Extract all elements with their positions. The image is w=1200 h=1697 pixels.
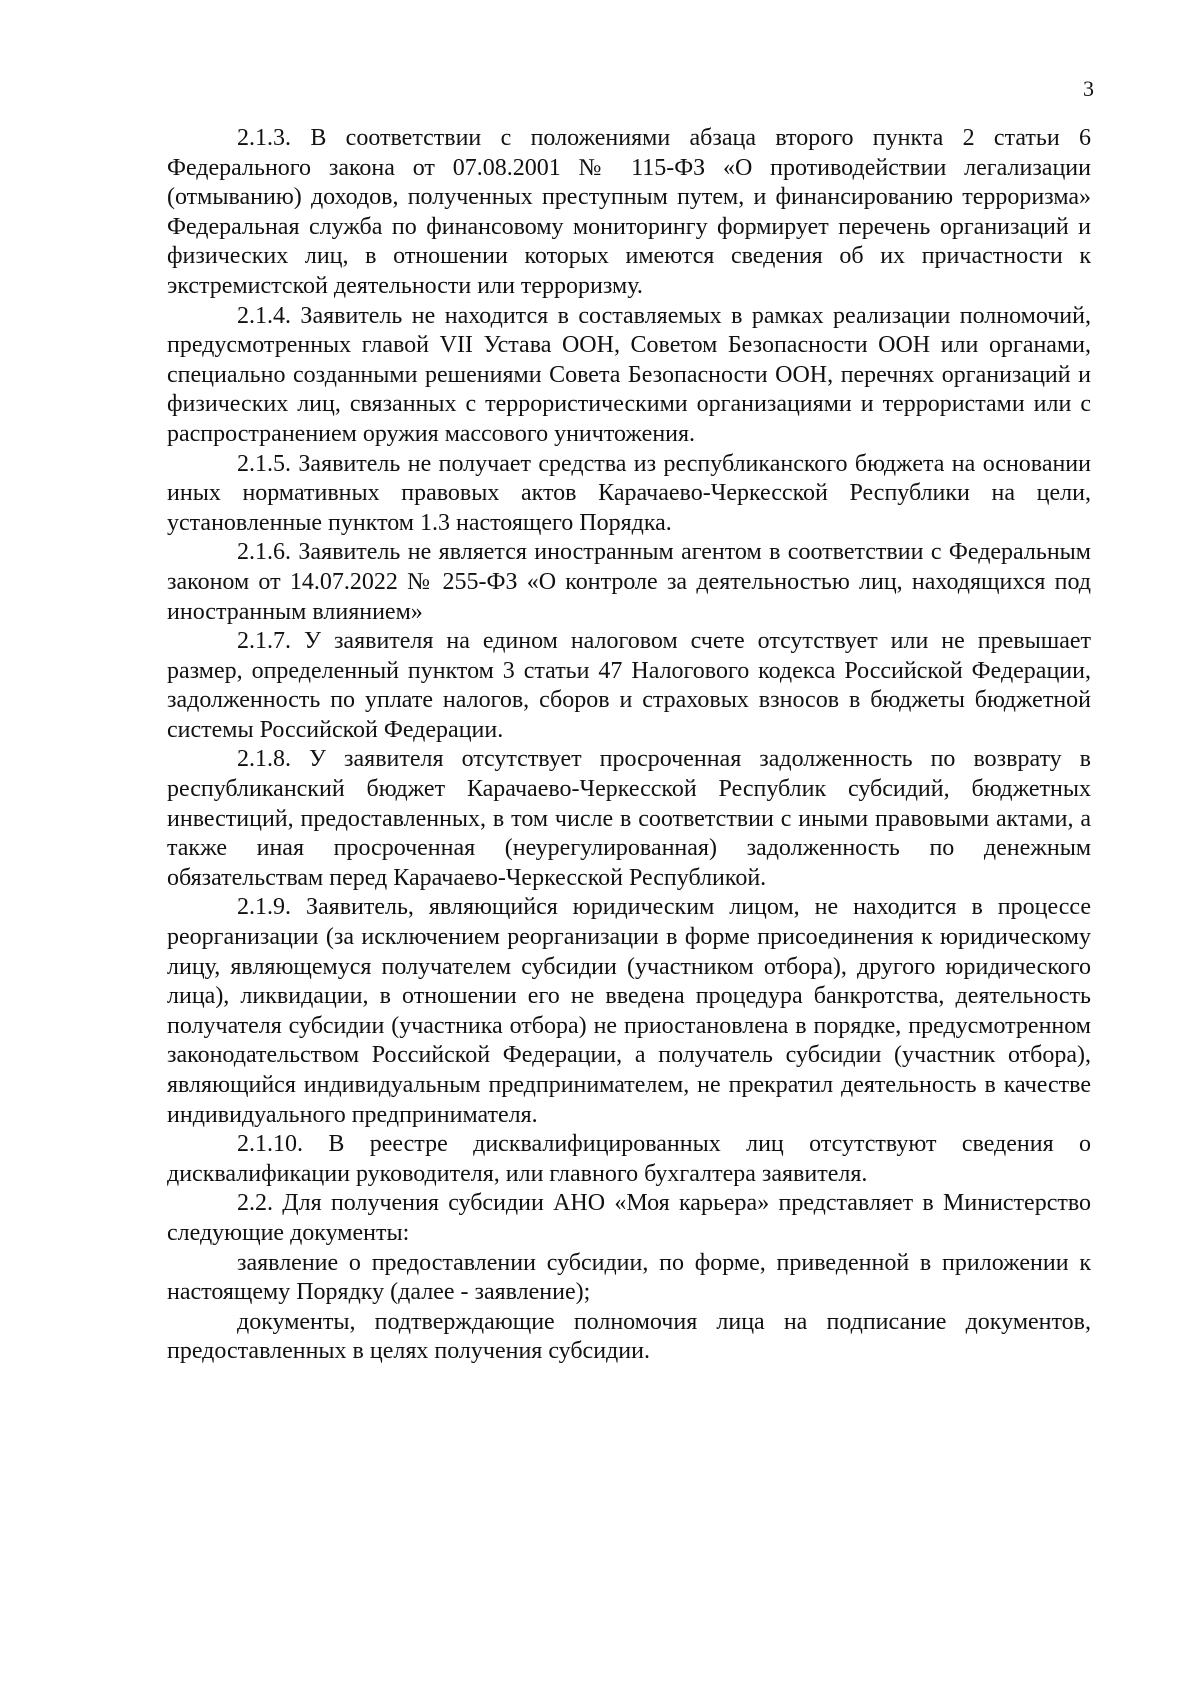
paragraph-2-1-9: 2.1.9. Заявитель, являющийся юридическим лицом, не находится в процессе реорганизации (за исключением реорганизации в форме присоединения к юридическому лицу, являющемуся получателем субсидии (участником отбора), другого юридического лица), ликвидации, в отношении его не введена процедура банкротства, деятельность получателя субсидии (участника отбора) не приостановлена в порядке, предусмотренном законодательством Российской Федерации, а получатель субсидии (участник отбора), являющийся индивидуальным предпринимателем, не прекратил деятельность в качестве индивидуального предпринимателя. bbox=[167, 894, 1091, 1128]
page-number: 3 bbox=[1083, 76, 1094, 101]
paragraph-2-1-6: 2.1.6. Заявитель не является иностранным агентом в соответствии с Федеральным законом от 14.07.2022 № 255-ФЗ «О контроле за деятельностью лиц, находящихся под иностранным влиянием» bbox=[167, 539, 1091, 625]
paragraph-2-1-4: 2.1.4. Заявитель не находится в составляемых в рамках реализации полномочий, предусмотренных главой VII Устава ООН, Советом Безопасности ООН или органами, специально созданными решениями Совета Безопасности ООН, перечнях организаций и физических лиц, связанных с террористическими организациями и террористами или с распространением оружия массового уничтожения. bbox=[167, 302, 1091, 447]
paragraph-2-2: 2.2. Для получения субсидии АНО «Моя карьера» представляет в Министерство следующие документы: bbox=[167, 1190, 1091, 1246]
paragraph-2-1-3: 2.1.3. В соответствии с положениями абзаца второго пункта 2 статьи 6 Федерального закона от 07.08.2001 № 115-ФЗ «О противодействии легализации (отмыванию) доходов, полученных преступным путем, и финансированию терроризма» Федеральная служба по финансовому мониторингу формирует перечень организаций и физических лиц, в отношении которых имеются сведения об их причастности к экстремистской деятельности или терроризму. bbox=[167, 125, 1091, 299]
paragraph-2-1-10: 2.1.10. В реестре дисквалифицированных лиц отсутствуют сведения о дисквалификации руководителя, или главного бухгалтера заявителя. bbox=[167, 1131, 1091, 1187]
paragraph-application: заявление о предоставлении субсидии, по форме, приведенной в приложении к настоящему Порядку (далее - заявление); bbox=[167, 1249, 1091, 1306]
document-body bbox=[167, 124, 1091, 1367]
paragraph-2-1-8: 2.1.8. У заявителя отсутствует просроченная задолженность по возврату в республиканский бюджет Карачаево-Черкесской Республик субсидий, бюджетных инвестиций, предоставленных, в том числе в соответствии с иными правовыми актами, а также иная просроченная (неурегулированная) задолженность по денежным обязательствам перед Карачаево-Черкесской Республикой. bbox=[167, 746, 1091, 891]
paragraph-authority-documents: документы, подтверждающие полномочия лица на подписание документов, предоставленных в целях получения субсидии. bbox=[167, 1308, 1091, 1365]
paragraph-2-1-5: 2.1.5. Заявитель не получает средства из республиканского бюджета на основании иных нормативных правовых актов Карачаево-Черкесской Республики на цели, установленные пунктом 1.3 настоящего Порядка. bbox=[167, 450, 1091, 536]
paragraph-2-1-7: 2.1.7. У заявителя на едином налоговом счете отсутствует или не превышает размер, определенный пунктом 3 статьи 47 Налогового кодекса Российской Федерации, задолженность по уплате налогов, сборов и страховых взносов в бюджеты бюджетной системы Российской Федерации. bbox=[167, 628, 1091, 743]
